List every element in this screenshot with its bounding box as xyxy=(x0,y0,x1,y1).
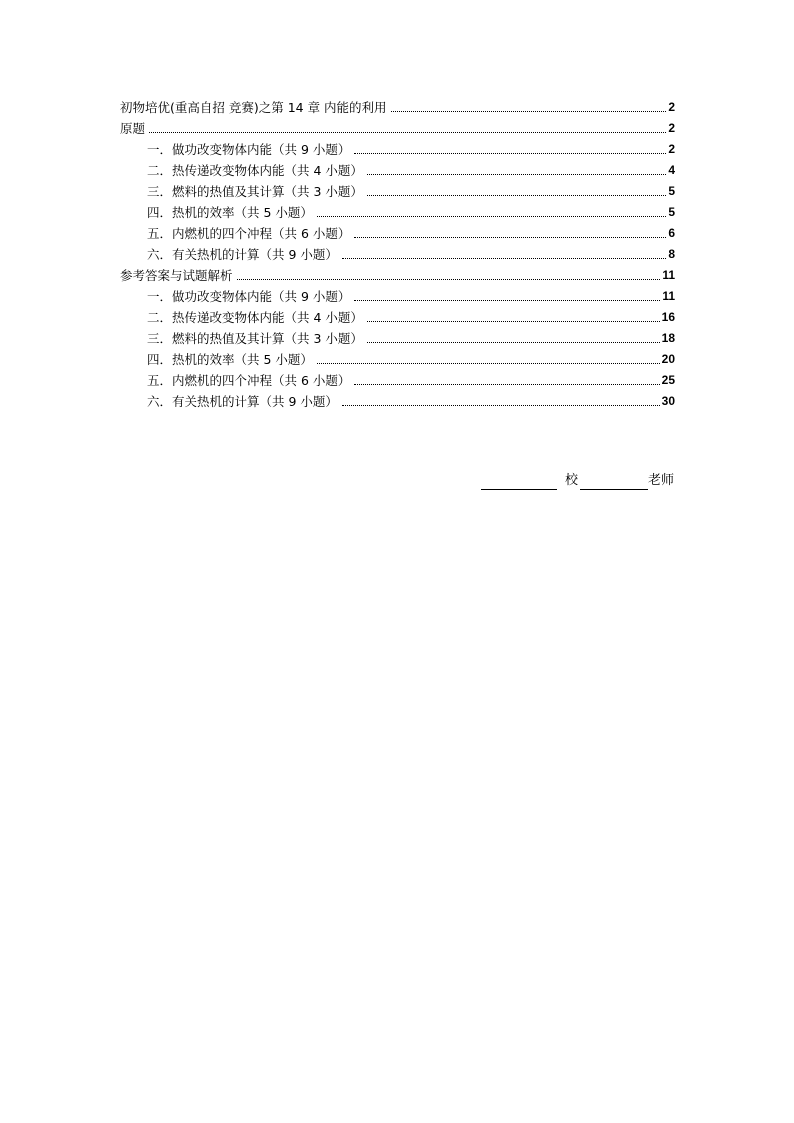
toc-entry[interactable] xyxy=(120,349,675,370)
toc-entry-title: 参考答案与试题解析 xyxy=(120,268,233,283)
toc-dot-leader xyxy=(342,258,666,259)
toc-dot-leader xyxy=(367,321,660,322)
toc-entry-page-number: 5 xyxy=(668,184,675,198)
toc-dot-leader xyxy=(237,279,661,280)
toc-entry-title: 五．内燃机的四个冲程（共 6 小题） xyxy=(147,373,351,388)
toc-entry[interactable] xyxy=(120,202,675,223)
toc-entry-title: 四．热机的效率（共 5 小题） xyxy=(147,352,313,367)
toc-dot-leader xyxy=(317,216,666,217)
school-label: 校 xyxy=(564,473,578,488)
toc-entry-page-number: 2 xyxy=(668,142,675,156)
toc-dot-leader xyxy=(354,300,660,301)
toc-entry-title: 原题 xyxy=(120,121,146,136)
toc-entry[interactable] xyxy=(120,265,675,286)
toc-entry-title: 五．内燃机的四个冲程（共 6 小题） xyxy=(147,226,351,241)
toc-entry[interactable] xyxy=(120,97,675,118)
toc-entry-page-number: 2 xyxy=(668,100,675,114)
toc-entry[interactable] xyxy=(120,244,675,265)
toc-entry-title: 一．做功改变物体内能（共 9 小题） xyxy=(147,289,351,304)
toc-entry-page-number: 30 xyxy=(661,394,675,408)
toc-entry-page-number: 2 xyxy=(668,121,675,135)
toc-dot-leader xyxy=(367,174,666,175)
toc-entry-page-number: 25 xyxy=(661,373,675,387)
toc-entry-title: 六．有关热机的计算（共 9 小题） xyxy=(147,394,338,409)
toc-entry-page-number: 20 xyxy=(661,352,675,366)
toc-entry-page-number: 11 xyxy=(662,289,675,303)
toc-entry-title: 二．热传递改变物体内能（共 4 小题） xyxy=(147,310,363,325)
school-blank[interactable] xyxy=(481,473,557,490)
toc-entry[interactable] xyxy=(120,118,675,139)
signature-line xyxy=(481,472,674,490)
toc-dot-leader xyxy=(367,195,666,196)
toc-dot-leader xyxy=(354,153,666,154)
toc-dot-leader xyxy=(354,384,659,385)
toc-entry-page-number: 8 xyxy=(668,247,675,261)
toc-entry-page-number: 18 xyxy=(661,331,675,345)
toc-entry[interactable] xyxy=(120,307,675,328)
toc-dot-leader xyxy=(342,405,660,406)
toc-entry-title: 四．热机的效率（共 5 小题） xyxy=(147,205,313,220)
toc-entry[interactable] xyxy=(120,286,675,307)
teacher-label: 老师 xyxy=(647,473,674,488)
toc-entry-title: 三．燃料的热值及其计算（共 3 小题） xyxy=(147,184,363,199)
teacher-blank[interactable] xyxy=(580,473,648,490)
toc-entry[interactable] xyxy=(120,328,675,349)
toc-dot-leader xyxy=(367,342,660,343)
toc-entry[interactable] xyxy=(120,181,675,202)
toc-entry-page-number: 16 xyxy=(661,310,675,324)
toc-entry-page-number: 6 xyxy=(668,226,675,240)
toc-entry[interactable] xyxy=(120,370,675,391)
toc-entry[interactable] xyxy=(120,139,675,160)
toc-entry-title: 一．做功改变物体内能（共 9 小题） xyxy=(147,142,351,157)
toc-entry-page-number: 4 xyxy=(668,163,675,177)
toc-entry-title: 三．燃料的热值及其计算（共 3 小题） xyxy=(147,331,363,346)
toc-entry-title: 六．有关热机的计算（共 9 小题） xyxy=(147,247,338,262)
toc-entry-page-number: 5 xyxy=(668,205,675,219)
toc-entry-page-number: 11 xyxy=(662,268,675,282)
toc-dot-leader xyxy=(317,363,660,364)
table-of-contents xyxy=(120,97,675,412)
toc-entry-title: 初物培优(重高自招 竞赛)之第 14 章 内能的利用 xyxy=(120,100,387,115)
toc-dot-leader xyxy=(149,132,666,133)
toc-entry[interactable] xyxy=(120,223,675,244)
toc-dot-leader xyxy=(354,237,666,238)
toc-dot-leader xyxy=(391,111,667,112)
toc-entry[interactable] xyxy=(120,391,675,412)
toc-entry[interactable] xyxy=(120,160,675,181)
toc-entry-title: 二．热传递改变物体内能（共 4 小题） xyxy=(147,163,363,178)
